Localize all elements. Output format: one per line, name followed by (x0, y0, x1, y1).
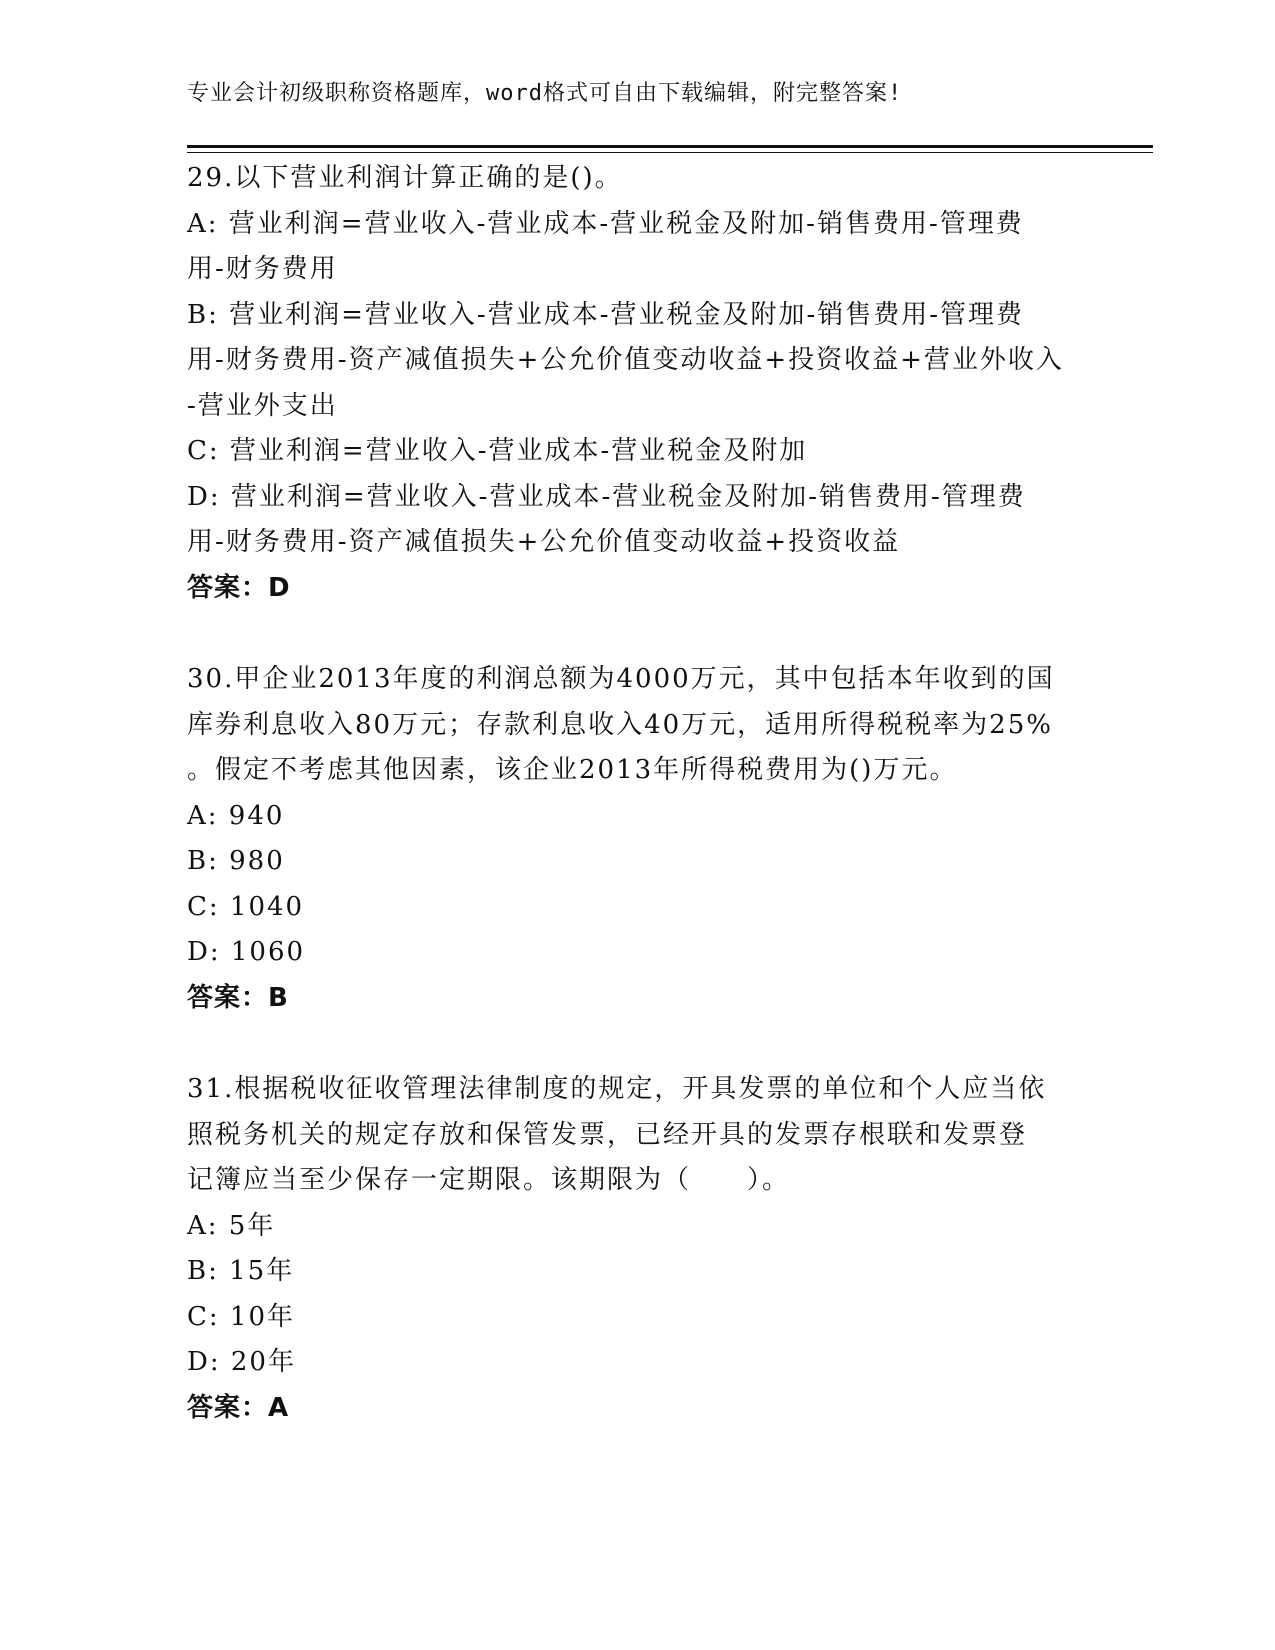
question-31 (187, 1067, 1087, 1431)
option-d: D: 20年 (187, 1347, 296, 1377)
option-line: A: 营业利润=营业收入-营业成本-营业税金及附加-销售费用-管理费 (187, 208, 1024, 239)
question-stem: 30.甲企业2013年度的利润总额为4000万元，其中包括本年收到的国 (187, 664, 1055, 694)
question-stem: 库券利息收入80万元；存款利息收入40万元，适用所得税税率为25% (187, 709, 1053, 740)
question-list (187, 156, 1087, 1477)
option-line: D: 营业利润=营业收入-营业成本-营业税金及附加-销售费用-管理费 (187, 481, 1026, 512)
page-header: 专业会计初级职称资格题库，word格式可自由下载编辑，附完整答案! (187, 81, 903, 106)
option-line: 用-财务费用 (187, 254, 338, 284)
option-line: C: 营业利润=营业收入-营业成本-营业税金及附加 (187, 436, 808, 466)
option-line: 用-财务费用-资产减值损失+公允价值变动收益+投资收益 (187, 527, 901, 557)
option-line: 用-财务费用-资产减值损失+公允价值变动收益+投资收益+营业外收入 (187, 345, 1064, 375)
option-c: C: 1040 (187, 891, 305, 922)
option-b: B: 15年 (187, 1256, 295, 1286)
question-stem: 记簿应当至少保存一定期限。该期限为（ ）。 (187, 1165, 791, 1195)
option-c: C: 10年 (187, 1301, 296, 1332)
question-stem: 照税务机关的规定存放和保管发票，已经开具的发票存根联和发票登 (187, 1119, 1028, 1150)
option-line: -营业外支出 (187, 390, 338, 421)
question-29 (187, 156, 1087, 611)
option-a: A: 940 (187, 800, 285, 831)
option-d: D: 1060 (187, 937, 306, 967)
option-line: B: 营业利润=营业收入-营业成本-营业税金及附加-销售费用-管理费 (187, 299, 1025, 330)
question-stem: 。假定不考虑其他因素，该企业2013年所得税费用为()万元。 (187, 755, 958, 785)
option-b: B: 980 (187, 846, 285, 876)
question-stem: 31.根据税收征收管理法律制度的规定，开具发票的单位和个人应当依 (187, 1074, 1047, 1104)
question-30 (187, 657, 1087, 1021)
answer-label: 答案：B (187, 982, 289, 1013)
option-a: A: 5年 (187, 1210, 276, 1241)
question-stem: 29.以下营业利润计算正确的是()。 (187, 163, 623, 193)
answer-label: 答案：D (187, 572, 291, 603)
answer-label: 答案：A (187, 1392, 290, 1423)
header-rule (187, 145, 1153, 153)
